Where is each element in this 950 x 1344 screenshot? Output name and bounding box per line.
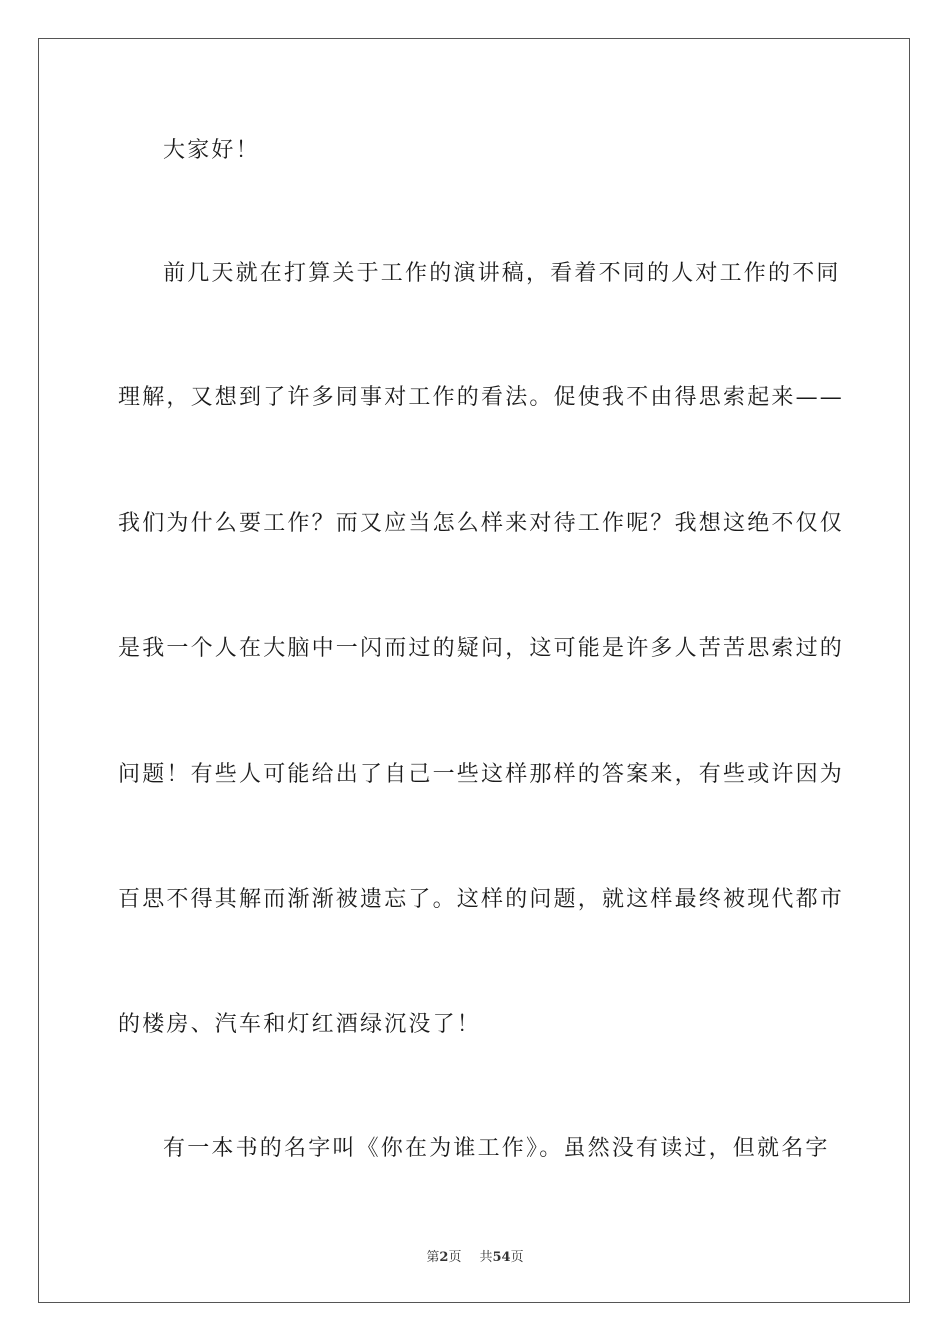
paragraph-line: 有一本书的名字叫《你在为谁工作》。虽然没有读过，但就名字 <box>163 1136 830 1161</box>
paragraph-line: 我们为什么要工作？而又应当怎么样来对待工作呢？我想这绝不仅仅 <box>118 511 845 536</box>
paragraph-line: 前几天就在打算关于工作的演讲稿，看着不同的人对工作的不同 <box>163 261 841 286</box>
total-pages: 54 <box>492 1250 511 1265</box>
total-prefix: 共 <box>479 1250 493 1265</box>
paragraph-line: 是我一个人在大脑中一闪而过的疑问，这可能是许多人苦苦思索过的 <box>118 636 845 661</box>
page-suffix: 页 <box>448 1250 462 1265</box>
paragraph-line: 百思不得其解而渐渐被遗忘了。这样的问题，就这样最终被现代都市 <box>118 887 845 912</box>
paragraph-line: 问题！有些人可能给出了自己一些这样那样的答案来，有些或许因为 <box>118 762 845 787</box>
greeting-line: 大家好！ <box>163 138 260 163</box>
paragraph-line: 的楼房、汽车和灯红酒绿沉没了！ <box>118 1012 482 1037</box>
page-border <box>38 38 910 1303</box>
total-suffix: 页 <box>510 1250 524 1265</box>
paragraph-line: 理解，又想到了许多同事对工作的看法。促使我不由得思索起来—— <box>118 385 845 410</box>
page-footer <box>0 1246 950 1265</box>
page-number: 2 <box>439 1250 449 1265</box>
page-prefix: 第 <box>426 1250 440 1265</box>
